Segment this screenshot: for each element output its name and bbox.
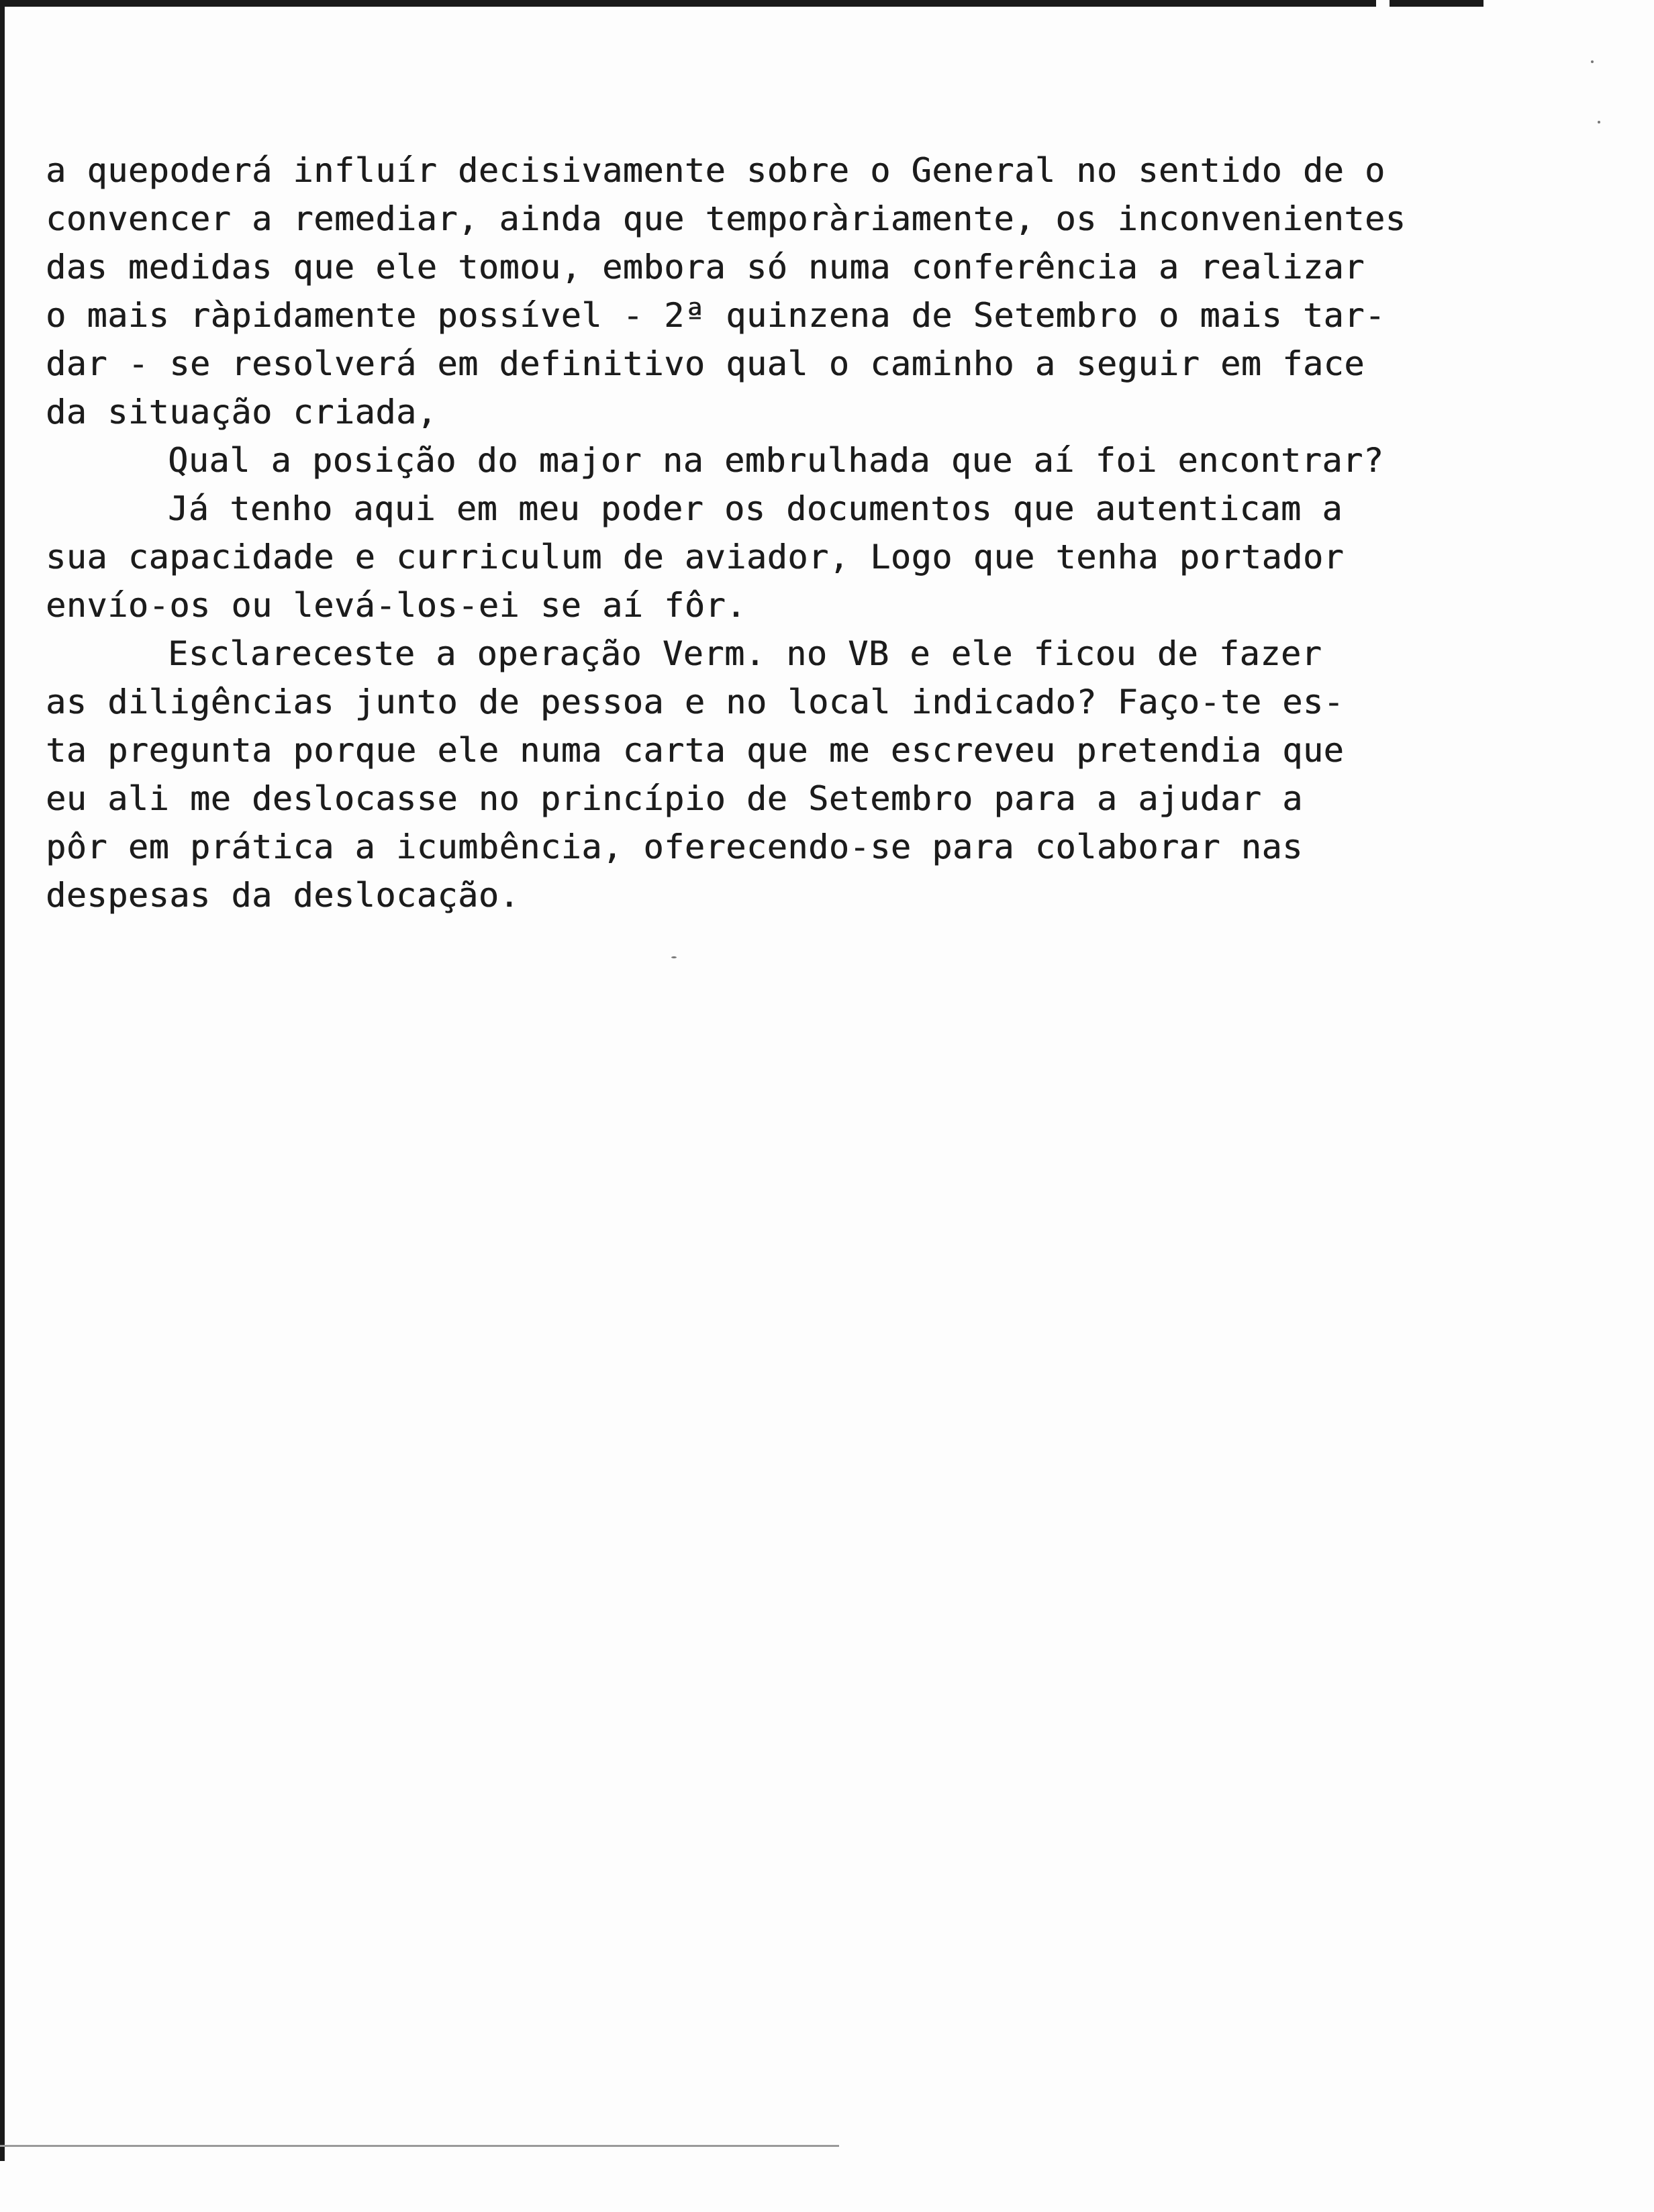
letter-line: Qual a posição do major na embrulhada que aí foi encontrar? — [168, 441, 1384, 480]
letter-line: pôr em prática a icumbência, oferecendo-se para colaborar nas — [46, 827, 1303, 866]
letter-line: eu ali me deslocasse no princípio de Setembro para a ajudar a — [46, 779, 1303, 818]
letter-line: Esclareceste a operação Verm. no VB e ele ficou de fazer — [168, 634, 1322, 673]
letter-line: Já tenho aqui em meu poder os documentos que autenticam a — [168, 489, 1343, 528]
letter-line: da situação criada, — [46, 393, 438, 432]
letter-line: despesas da deslocação. — [46, 876, 520, 915]
scan-border-gap — [1483, 0, 1654, 7]
letter-line: dar - se resolverá em definitivo qual o caminho a seguir em face — [46, 344, 1365, 383]
letter-line: das medidas que ele tomou, embora só numa conferência a realizar — [46, 248, 1365, 287]
letter-line: o mais ràpidamente possível - 2ª quinzena de Setembro o mais tar- — [46, 296, 1385, 335]
scan-top-border — [0, 0, 1654, 7]
letter-body — [46, 146, 1428, 919]
scan-speck — [671, 956, 677, 958]
letter-line: ta pregunta porque ele numa carta que me escreveu pretendia que — [46, 731, 1345, 770]
letter-line: a quepoderá influír decisivamente sobre o General no sentido de o — [46, 151, 1385, 190]
scan-speck — [1591, 60, 1594, 63]
letter-line: convencer a remediar, ainda que temporàriamente, os inconvenientes — [46, 199, 1406, 238]
letter-line: sua capacidade e curriculum de aviador, Logo que tenha portador — [46, 538, 1345, 576]
letter-line: as diligências junto de pessoa e no local indicado? Faço-te es- — [46, 683, 1345, 721]
letter-line: envío-os ou levá-los-ei se aí fôr. — [46, 586, 746, 625]
scan-left-border — [0, 0, 5, 2161]
scan-speck — [1598, 121, 1600, 123]
scan-bottom-border — [0, 2145, 839, 2147]
scan-border-gap — [1376, 0, 1390, 7]
